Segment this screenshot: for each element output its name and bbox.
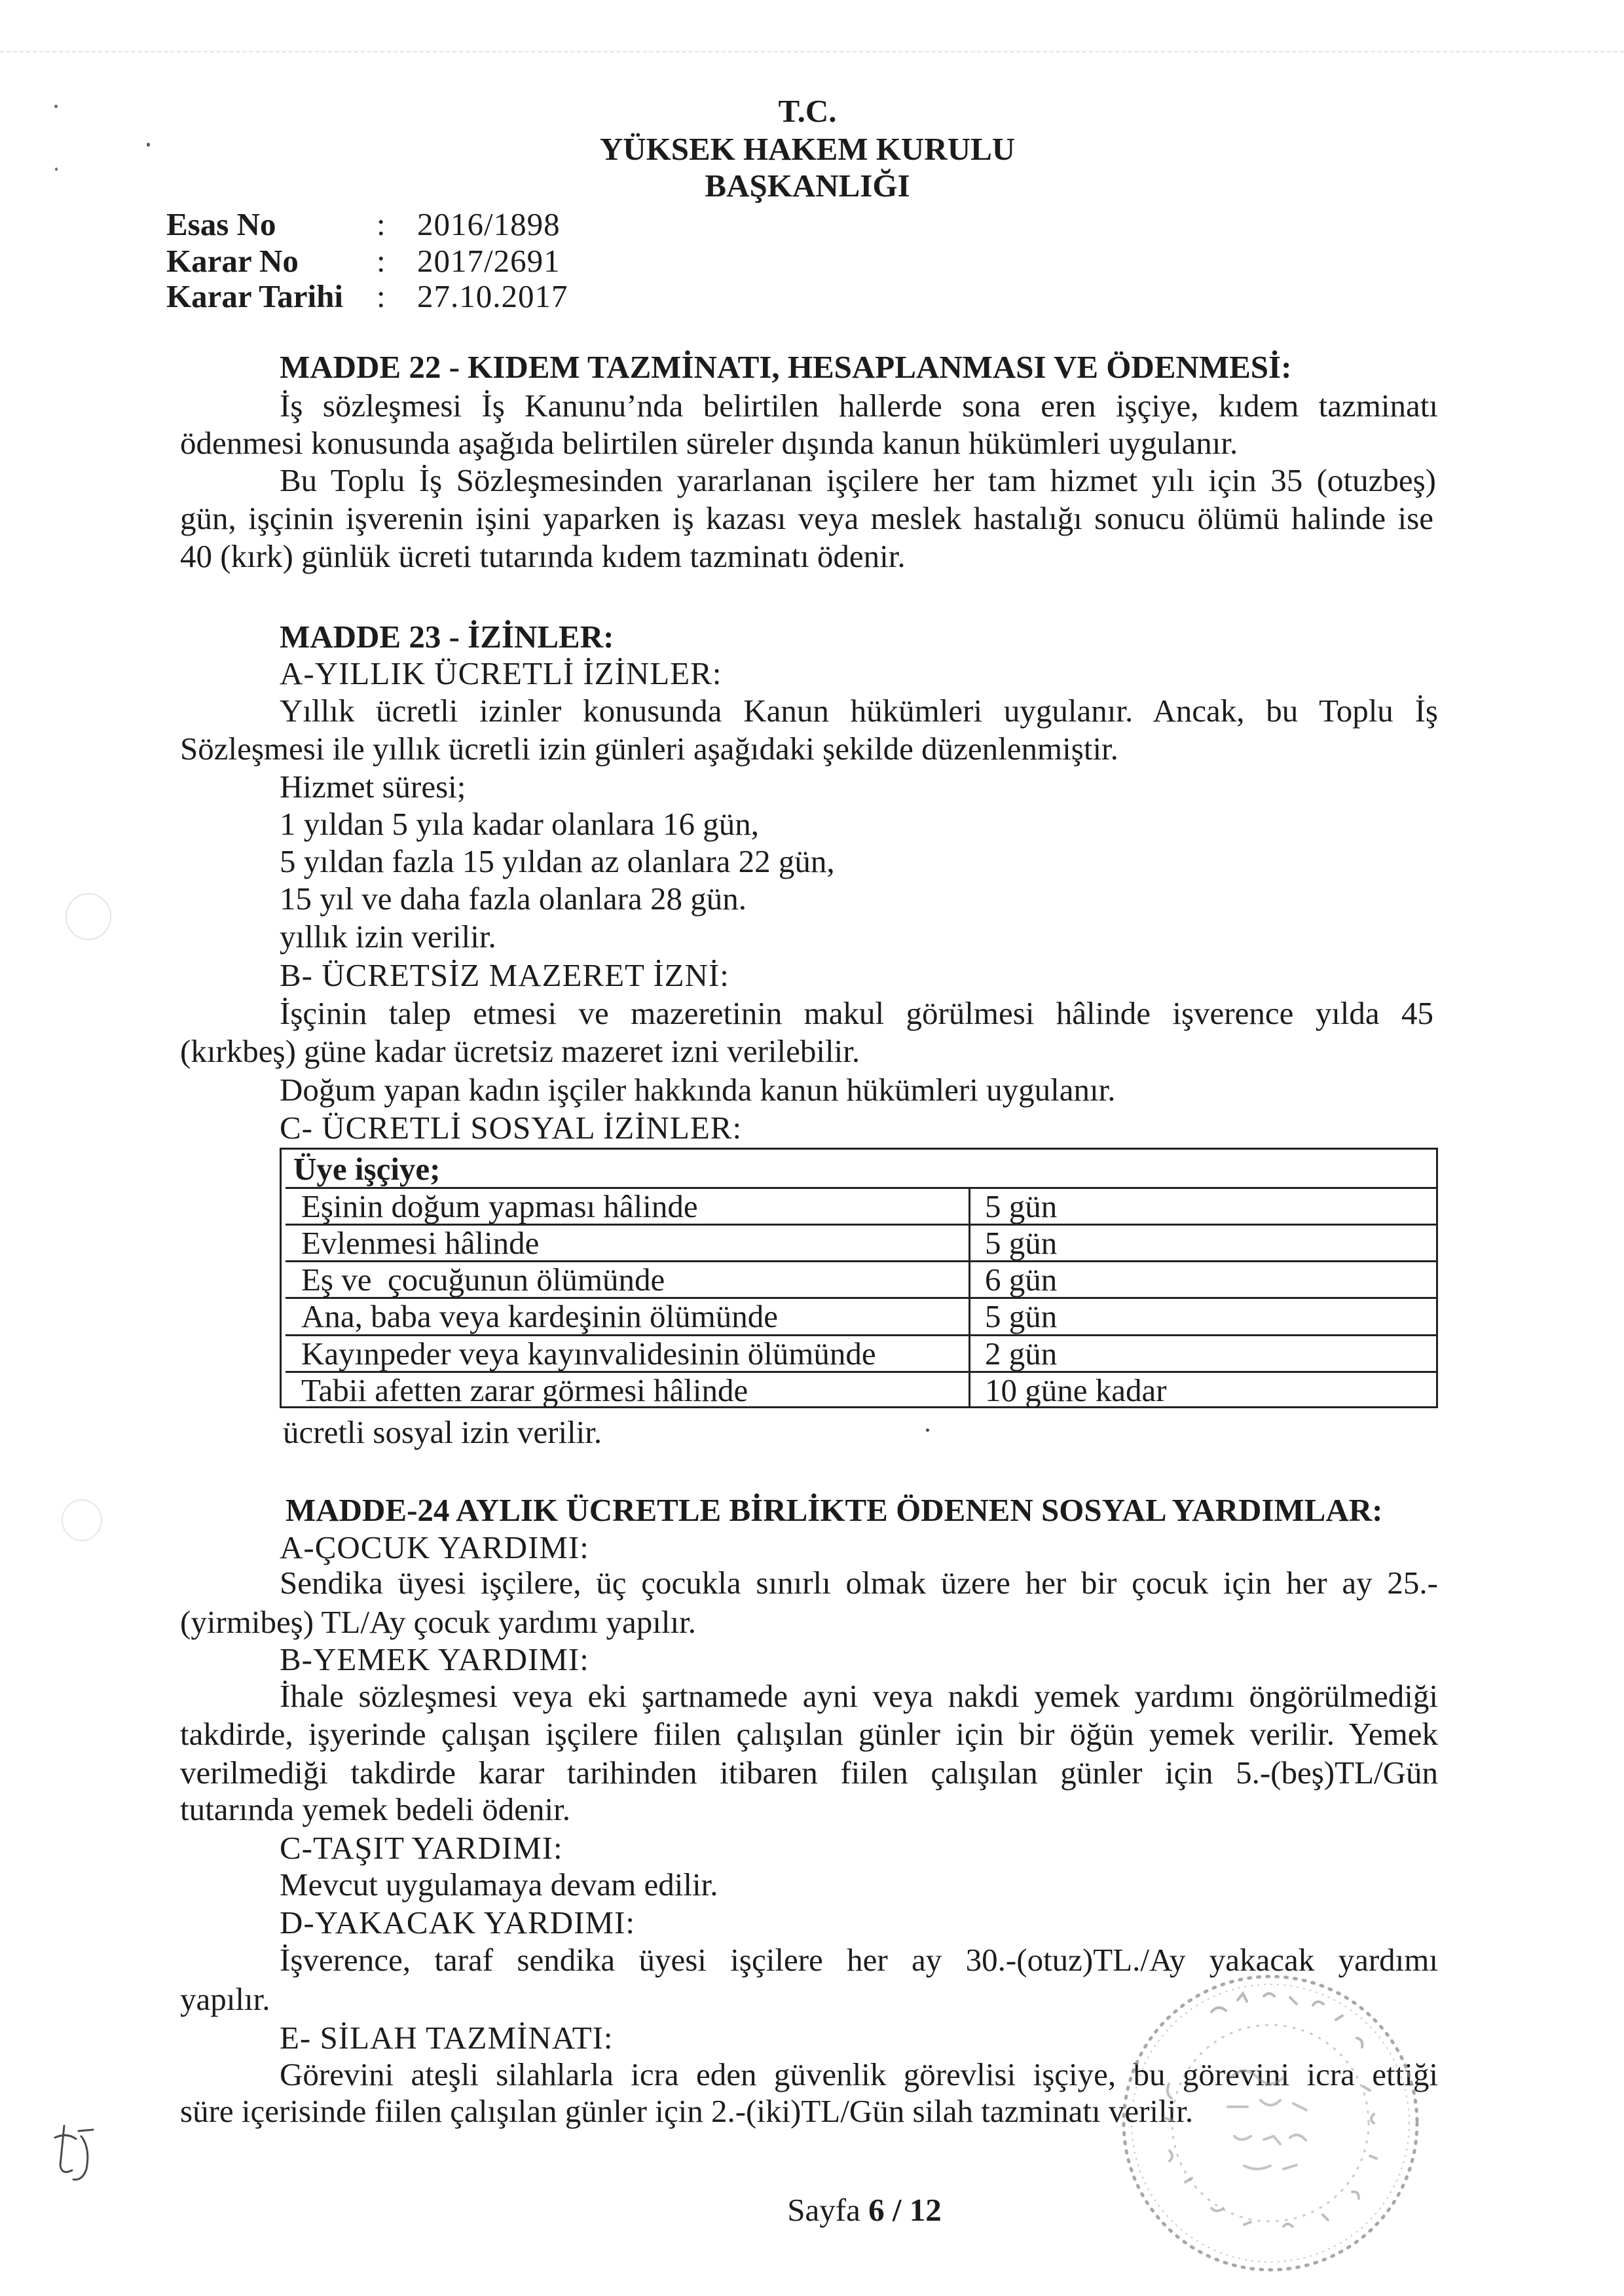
paragraph-line: Doğum yapan kadın işçiler hakkında kanun hükümleri uygulanır. [280,1072,1116,1108]
decision-number-value: 2017/2691 [417,243,561,279]
paragraph-line: Bu Toplu İş Sözleşmesinden yararlanan işçilere her tam hizmet yılı için 35 (otuzbeş) [280,462,1436,498]
handwritten-initials [47,2118,106,2190]
article-24-title: MADDE-24 AYLIK ÜCRETLE BİRLİKTE ÖDENEN SOSYAL YARDIMLAR: [286,1492,1383,1528]
decision-date-label: Karar Tarihi [166,278,344,314]
table-header: Üye işçiye; [293,1151,441,1187]
leave-reason: Eşinin doğum yapması hâlinde [301,1188,698,1224]
header-presidency: BAŞKANLIĞI [705,168,910,204]
paragraph-line: tutarında yemek bedeli ödenir. [180,1791,570,1827]
page-number-label: Sayfa [787,2192,860,2228]
paragraph-line: Görevini ateşli silahlarla icra eden güvenlik görevlisi işçiye, bu görevini icra ettiği [280,2056,1438,2092]
paragraph-line: Yıllık ücretli izinler konusunda Kanun hükümleri uygulanır. Ancak, bu Toplu İş [280,693,1438,729]
table-row [286,1371,1436,1408]
scan-top-line [0,51,1624,52]
official-stamp [1113,1966,1428,2280]
scan-dust [147,143,150,147]
leave-days: 5 gün [985,1225,1058,1261]
section-heading: A-ÇOCUK YARDIMI: [280,1529,589,1565]
leave-days: 5 gün [985,1298,1058,1334]
decision-date-sep: : [377,278,386,314]
leave-reason: Kayınpeder veya kayınvalidesinin ölümünde [301,1336,876,1372]
table-row [286,1224,1436,1260]
section-heading: B- ÜCRETSİZ MAZERET İZNİ: [280,957,729,993]
paragraph-line: 40 (kırk) günlük ücreti tutarında kıdem tazminatı ödenir. [180,538,906,574]
section-heading: C-TAŞIT YARDIMI: [280,1830,563,1866]
page-number-value: 6 / 12 [868,2192,942,2228]
punch-hole [62,1499,102,1541]
table-row [286,1260,1436,1297]
article-23-title: MADDE 23 - İZİNLER: [280,619,614,655]
paragraph-line: ücretli sosyal izin verilir. [283,1414,602,1450]
section-heading: B-YEMEK YARDIMI: [280,1641,589,1677]
paragraph-line: 1 yıldan 5 yıla kadar olanlara 16 gün, [280,806,760,842]
paragraph-line: İş sözleşmesi İş Kanunu’nda belirtilen hallerde sona eren işçiye, kıdem tazminatı [280,388,1438,424]
leave-days: 10 güne kadar [985,1372,1167,1408]
paragraph-line: ödenmesi konusunda aşağıda belirtilen süreler dışında kanun hükümleri uygulanır. [180,425,1238,461]
table-row [286,1334,1436,1371]
page-number [668,2191,1061,2229]
paragraph-line: Hizmet süresi; [280,769,466,805]
table-row [286,1297,1436,1334]
case-number-label: Esas No [166,206,276,242]
leave-days: 6 gün [985,1262,1058,1298]
paragraph-line: Sendika üyesi işçilere, üç çocukla sınırlı olmak üzere her bir çocuk için her ay 25.- [280,1565,1438,1601]
scan-dust [55,168,58,171]
case-number-sep: : [377,206,386,242]
article-22-title: MADDE 22 - KIDEM TAZMİNATI, HESAPLANMASI VE ÖDENMESİ: [280,349,1292,385]
paragraph-line: İhale sözleşmesi veya eki şartnamede ayni veya nakdi yemek yardımı öngörülmediği [280,1678,1438,1714]
section-heading: E- SİLAH TAZMİNATI: [280,2020,614,2056]
paragraph-line: yıllık izin verilir. [280,919,496,955]
paragraph-line: verilmediği takdirde karar tarihinden itibaren fiilen çalışılan günler için 5.-(beş)TL/Gün [180,1755,1438,1791]
scan-dust [54,105,58,108]
section-heading: D-YAKACAK YARDIMI: [280,1904,635,1941]
decision-number-sep: : [377,243,386,279]
leave-reason: Evlenmesi hâlinde [301,1225,540,1261]
paragraph-line: yapılır. [180,1981,270,2017]
leave-reason: Tabii afetten zarar görmesi hâlinde [301,1372,748,1408]
paragraph-line: İşçinin talep etmesi ve mazeretinin makul görülmesi hâlinde işverence yılda 45 [280,995,1433,1031]
scan-dust [926,1429,929,1432]
leave-days: 5 gün [985,1188,1058,1224]
case-number-value: 2016/1898 [417,206,561,242]
social-leave-table [280,1148,1438,1408]
paragraph-line: gün, işçinin işverenin işini yaparken iş kazası veya meslek hastalığı sonucu ölümü halinde ise [180,500,1433,536]
paragraph-line: 5 yıldan fazla 15 yıldan az olanlara 22 gün, [280,843,835,879]
paragraph-line: İşverence, taraf sendika üyesi işçilere her ay 30.-(otuz)TL./Ay yakacak yardımı [280,1942,1438,1978]
section-heading: A-YILLIK ÜCRETLİ İZİNLER: [280,655,722,691]
header-institution: YÜKSEK HAKEM KURULU [599,131,1016,167]
paragraph-line: Sözleşmesi ile yıllık ücretli izin günleri aşağıdaki şekilde düzenlenmiştir. [180,731,1118,767]
paragraph-line: (kırkbeş) güne kadar ücretsiz mazeret izni verilebilir. [180,1033,860,1069]
punch-hole [65,893,111,940]
table-row [286,1187,1436,1224]
paragraph-line: takdirde, işyerinde çalışan işçilere fiilen çalışılan günler için bir öğün yemek verilir. Yemek [180,1716,1438,1752]
paragraph-line: Mevcut uygulamaya devam edilir. [280,1867,718,1903]
leave-reason: Ana, baba veya kardeşinin ölümünde [301,1298,778,1334]
paragraph-line: 15 yıl ve daha fazla olanlara 28 gün. [280,881,747,917]
decision-date-value: 27.10.2017 [417,278,568,314]
paragraph-line: (yirmibeş) TL/Ay çocuk yardımı yapılır. [180,1604,696,1640]
paragraph-line: süre içerisinde fiilen çalışılan günler için 2.-(iki)TL/Gün silah tazminatı verilir. [180,2093,1194,2129]
section-heading: C- ÜCRETLİ SOSYAL İZİNLER: [280,1110,743,1146]
header-tc: T.C. [778,93,837,129]
decision-number-label: Karar No [166,243,299,279]
leave-days: 2 gün [985,1336,1058,1372]
leave-reason: Eş ve çocuğunun ölümünde [301,1262,665,1298]
